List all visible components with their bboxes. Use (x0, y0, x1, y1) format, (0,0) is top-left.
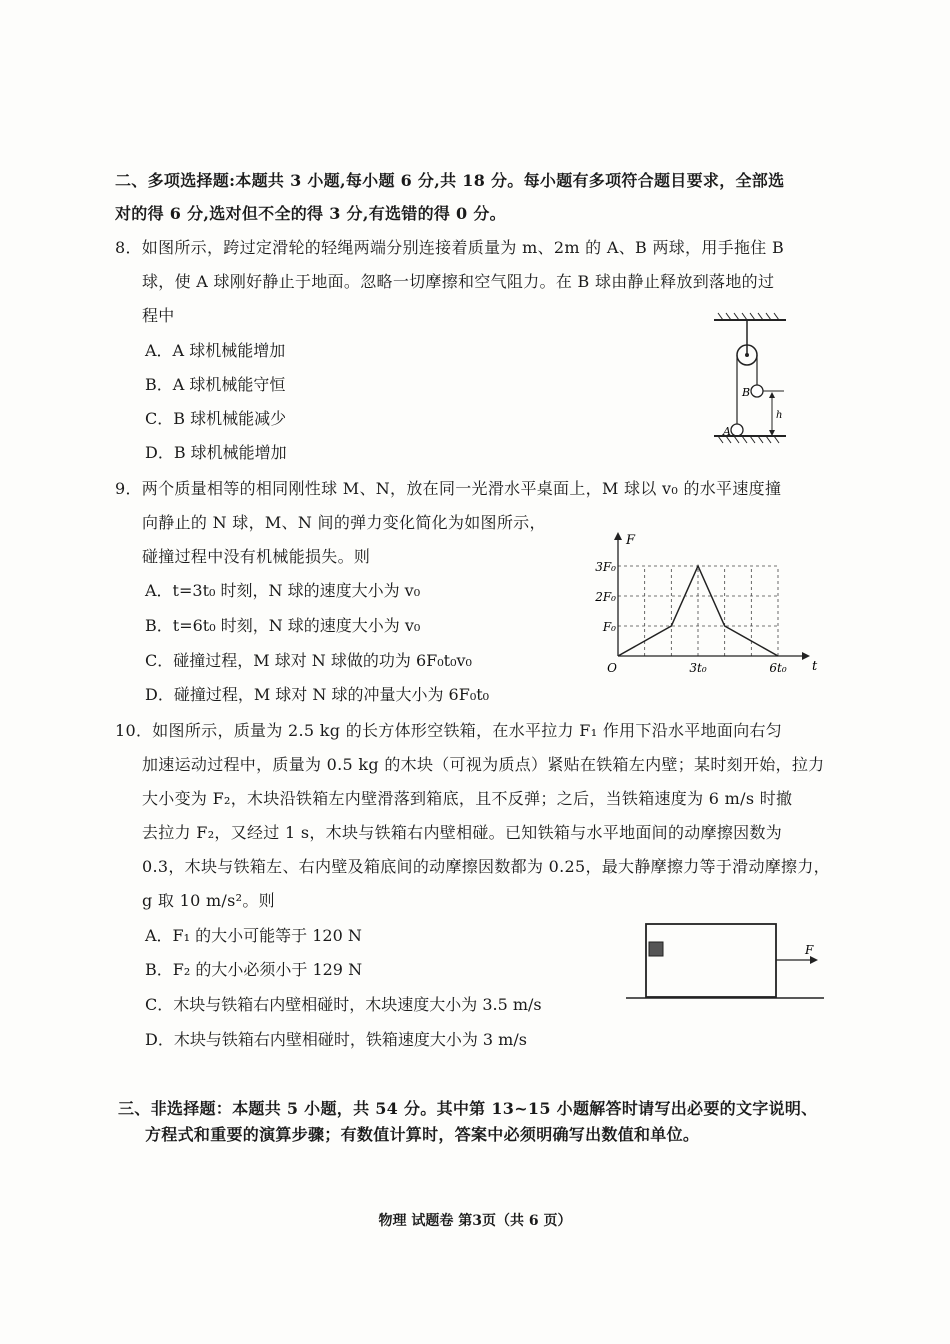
iron-box-figure (622, 920, 827, 1005)
iron-box (646, 924, 776, 997)
q8-stem-line1: 8．如图所示，跨过定滑轮的轻绳两端分别连接着质量为 m、2m 的 A、B 两球，用手拖住 B (115, 238, 785, 257)
q10-stem-line6: g 取 10 m/s²。则 (142, 891, 275, 910)
section2-line2: 对的得 6 分,选对但不全的得 3 分,有选错的得 0 分。 (115, 204, 506, 223)
q9-option-c: C．碰撞过程，M 球对 N 球做的功为 6F₀t₀v₀ (145, 651, 472, 670)
label-a: A (723, 425, 731, 438)
q9-option-a: A．t=3t₀ 时刻，N 球的速度大小为 v₀ (145, 581, 421, 600)
section3-line1: 三、非选择题：本题共 5 小题，共 54 分。其中第 13~15 小题解答时请写出必要的文字说明、 (118, 1099, 818, 1118)
y-tick-label-3: 3F₀ (595, 560, 616, 574)
wood-block (649, 942, 663, 956)
section2-line1: 二、多项选择题:本题共 3 小题,每小题 6 分,共 18 分。每小题有多项符合题目要求，全部选 (115, 171, 785, 190)
q8-stem-line2: 球，使 A 球刚好静止于地面。忽略一切摩擦和空气阻力。在 B 球由静止释放到落地的过 (142, 272, 775, 291)
force-time-chart (578, 528, 818, 680)
q10-stem-line4: 去拉力 F₂，又经过 1 s，木块与铁箱右内壁相碰。已知铁箱与水平地面间的动摩擦因数为 (142, 823, 783, 842)
q8-option-b: B．A 球机械能守恒 (145, 375, 286, 394)
y-axis-arrow (614, 532, 622, 540)
q10-stem-line1: 10．如图所示，质量为 2.5 kg 的长方体形空铁箱，在水平拉力 F₁ 作用下沿水平地面向右匀 (115, 721, 783, 740)
ball-b (751, 385, 763, 397)
q10-stem-line5: 0.3，木块与铁箱左、右内壁及箱底间的动摩擦因数都为 0.25，最大静摩擦力等于滑动摩擦力， (142, 857, 830, 876)
section3-line2: 方程式和重要的演算步骤；有数值计算时，答案中必须明确写出数值和单位。 (145, 1125, 700, 1144)
y-tick-label-2: 2F₀ (595, 590, 616, 604)
x-tick-label-6t0: 6t₀ (769, 661, 787, 675)
x-axis-label: t (812, 659, 818, 674)
q10-option-a: A．F₁ 的大小可能等于 120 N (145, 926, 362, 945)
force-label: F (805, 943, 814, 957)
q10-option-b: B．F₂ 的大小必须小于 129 N (145, 960, 363, 979)
q10-stem-line3: 大小变为 F₂，木块沿铁箱左内壁滑落到箱底，且不反弹；之后，当铁箱速度为 6 m/s 时撤 (142, 789, 793, 808)
q8-stem-line3: 程中 (142, 306, 175, 325)
q8-option-d: D．B 球机械能增加 (145, 443, 287, 462)
y-axis-label: F (626, 533, 636, 548)
page-footer: 物理 试题卷 第3页（共 6 页） (378, 1213, 572, 1229)
q10-stem-line2: 加速运动过程中，质量为 0.5 kg 的木块（可视为质点）紧贴在铁箱左内壁；某时刻开始，拉力 (142, 755, 825, 774)
q10-option-c: C．木块与铁箱右内壁相碰时，木块速度大小为 3.5 m/s (145, 995, 542, 1014)
origin-label: O (607, 661, 617, 675)
label-h: h (776, 410, 783, 421)
q9-stem-line1: 9．两个质量相等的相同刚性球 M、N，放在同一光滑水平桌面上，M 球以 v₀ 的水平速度撞 (115, 479, 782, 498)
q9-stem-line3: 碰撞过程中没有机械能损失。则 (142, 547, 371, 566)
pulley-figure (700, 310, 800, 445)
q9-option-b: B．t=6t₀ 时刻，N 球的速度大小为 v₀ (145, 616, 421, 635)
q8-option-a: A．A 球机械能增加 (145, 341, 286, 360)
q9-stem-line2: 向静止的 N 球，M、N 间的弹力变化简化为如图所示， (142, 513, 546, 532)
q10-option-d: D．木块与铁箱右内壁相碰时，铁箱速度大小为 3 m/s (145, 1030, 527, 1049)
y-tick-label-1: F₀ (602, 620, 616, 634)
label-b: B (742, 386, 751, 399)
q9-option-d: D．碰撞过程，M 球对 N 球的冲量大小为 6F₀t₀ (145, 685, 490, 704)
x-axis-arrow (802, 652, 810, 660)
x-tick-label-3t0: 3t₀ (689, 661, 707, 675)
q8-option-c: C．B 球机械能减少 (145, 409, 287, 428)
ball-a (731, 424, 743, 436)
